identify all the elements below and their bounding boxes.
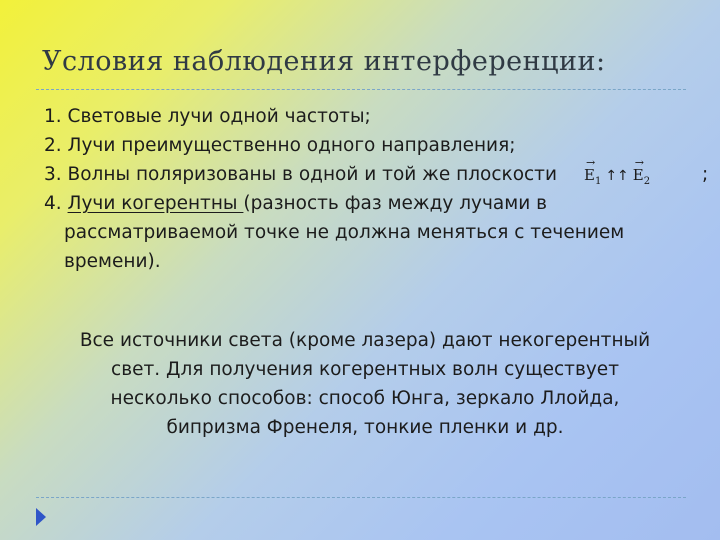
vector-e2: → $E_2$	[633, 161, 650, 196]
list-item	[44, 102, 684, 131]
sources-paragraph	[52, 326, 678, 442]
vector-e1: → $E_1$	[584, 161, 601, 196]
coherent-term: Лучи когерентны	[67, 193, 244, 214]
paragraph-line: бипризма Френеля, тонкие пленки и др.	[166, 417, 564, 438]
list-item-text: 3. Волны поляризованы в одной и той же плоскости	[44, 164, 557, 185]
list-item-continuation: рассматриваемой точке не должна меняться с течением	[64, 222, 625, 243]
list-item-number: 4.	[44, 193, 68, 214]
list-item-continuation: времени).	[64, 251, 161, 272]
play-arrow-icon[interactable]	[36, 508, 46, 526]
list-item-text: 1. Световые лучи одной частоты;	[44, 106, 371, 127]
slide-title: Условия наблюдения интерференции:	[42, 46, 606, 77]
footer-divider	[36, 497, 686, 498]
list-item	[44, 189, 684, 276]
paragraph-line: свет. Для получения когерентных волн существует	[111, 359, 619, 380]
list-item-text: (разность фаз между лучами в	[243, 193, 548, 214]
conditions-list	[44, 102, 709, 276]
paragraph-line: Все источники света (кроме лазера) дают некогерентный	[79, 330, 651, 351]
list-item	[44, 160, 709, 189]
title-divider	[36, 89, 686, 90]
paragraph-line: несколько способов: способ Юнга, зеркало Ллойда,	[110, 388, 620, 409]
semicolon: ;	[702, 164, 709, 185]
list-item-text: 2. Лучи преимущественно одного направления;	[44, 135, 516, 156]
parallel-symbol: ↑↑	[605, 168, 629, 184]
